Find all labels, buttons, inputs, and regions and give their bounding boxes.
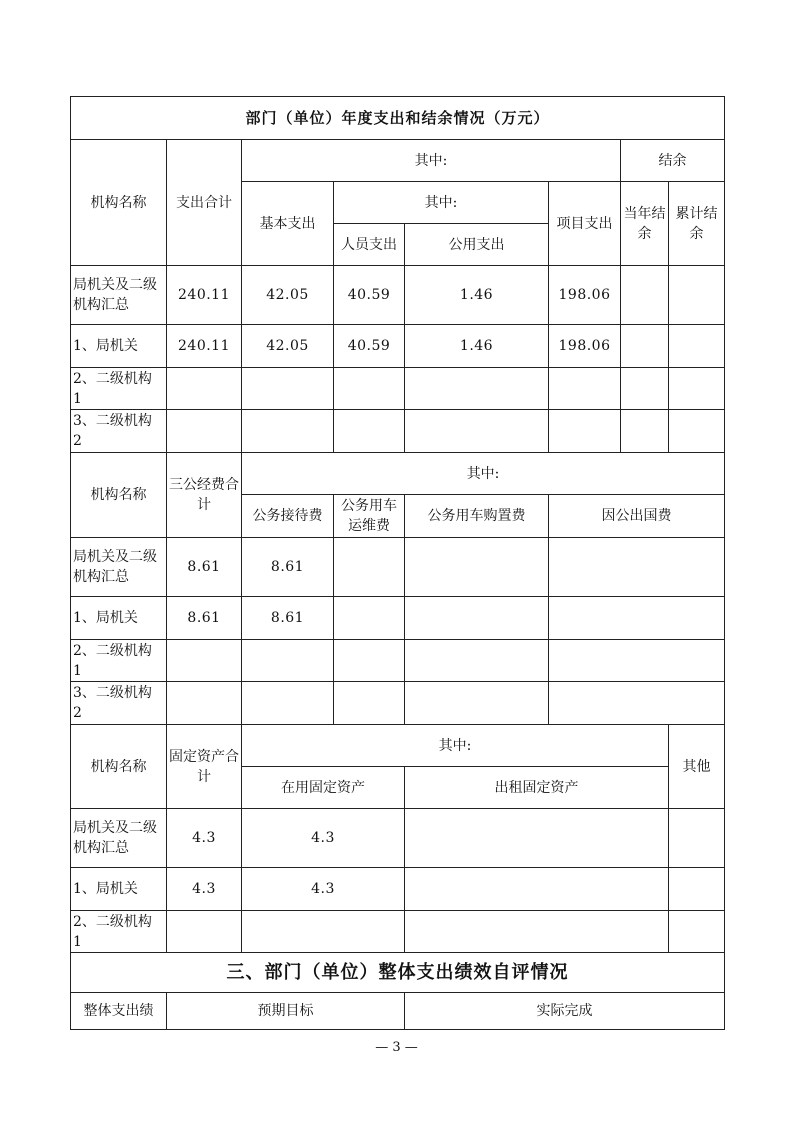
cell-total: 4.3 — [167, 868, 242, 911]
cell-total: 8.61 — [167, 597, 242, 640]
cell-personnel — [334, 410, 405, 453]
header-vehicle-operation-fee: 公务用车运维费 — [334, 495, 405, 538]
cell-cumulative-balance — [669, 325, 725, 368]
cell-vehicle-buy — [405, 682, 549, 725]
header-of-which: 其中: — [242, 140, 621, 182]
table-row — [71, 325, 725, 368]
cell-cumulative-balance — [669, 410, 725, 453]
cell-personnel: 40.59 — [334, 266, 405, 325]
cell-reception — [242, 682, 334, 725]
cell-project — [549, 410, 621, 453]
table-row — [71, 538, 725, 597]
cell-total: 4.3 — [167, 809, 242, 868]
cell-reception: 8.61 — [242, 597, 334, 640]
table-row — [71, 868, 725, 911]
header-overall-performance: 整体支出绩 — [71, 993, 167, 1030]
table-row — [71, 809, 725, 868]
section-title: 三、部门（单位）整体支出绩效自评情况 — [71, 953, 725, 993]
cell-vehicle-op — [334, 640, 405, 682]
header-org-name: 机构名称 — [71, 140, 167, 266]
header-balance: 结余 — [621, 140, 725, 182]
cell-other — [669, 911, 725, 953]
cell-leased — [405, 911, 669, 953]
cell-abroad — [549, 682, 725, 725]
cell-basic — [242, 410, 334, 453]
cell-current-balance — [621, 368, 669, 410]
row-org-name: 1、局机关 — [71, 325, 167, 368]
header-of-which: 其中: — [242, 725, 669, 767]
table-row — [71, 266, 725, 325]
header-basic-expense: 基本支出 — [242, 182, 334, 266]
document-page — [70, 96, 724, 1030]
header-total-expense: 支出合计 — [167, 140, 242, 266]
cell-public — [405, 368, 549, 410]
cell-in-use: 4.3 — [242, 868, 405, 911]
cell-total: 240.11 — [167, 266, 242, 325]
header-current-year-balance: 当年结余 — [621, 182, 669, 266]
row-org-name: 1、局机关 — [71, 868, 167, 911]
expense-table-title: 部门（单位）年度支出和结余情况（万元） — [71, 97, 725, 140]
cell-current-balance — [621, 410, 669, 453]
header-actual-completion: 实际完成 — [405, 993, 725, 1030]
cell-reception: 8.61 — [242, 538, 334, 597]
cell-personnel — [334, 368, 405, 410]
header-cumulative-balance: 累计结余 — [669, 182, 725, 266]
cell-vehicle-op — [334, 597, 405, 640]
row-org-name: 1、局机关 — [71, 597, 167, 640]
cell-public: 1.46 — [405, 266, 549, 325]
table-row — [71, 410, 725, 453]
cell-project: 198.06 — [549, 266, 621, 325]
header-reception-fee: 公务接待费 — [242, 495, 334, 538]
cell-current-balance — [621, 325, 669, 368]
header-abroad-fee: 因公出国费 — [549, 495, 725, 538]
cell-vehicle-op — [334, 538, 405, 597]
cell-public: 1.46 — [405, 325, 549, 368]
cell-abroad — [549, 597, 725, 640]
header-in-use-assets: 在用固定资产 — [242, 767, 405, 809]
header-fixed-assets-total: 固定资产合计 — [167, 725, 242, 809]
cell-abroad — [549, 640, 725, 682]
header-org-name: 机构名称 — [71, 725, 167, 809]
cell-total — [167, 640, 242, 682]
cell-total — [167, 410, 242, 453]
row-org-name: 局机关及二级机构汇总 — [71, 266, 167, 325]
cell-leased — [405, 809, 669, 868]
header-personnel-expense: 人员支出 — [334, 224, 405, 266]
cell-personnel: 40.59 — [334, 325, 405, 368]
cell-basic — [242, 368, 334, 410]
cell-total — [167, 682, 242, 725]
cell-total — [167, 911, 242, 953]
table-row — [71, 640, 725, 682]
row-org-name: 局机关及二级机构汇总 — [71, 538, 167, 597]
cell-vehicle-op — [334, 682, 405, 725]
cell-in-use: 4.3 — [242, 809, 405, 868]
row-org-name: 3、二级机构 2 — [71, 682, 167, 725]
cell-reception — [242, 640, 334, 682]
cell-vehicle-buy — [405, 640, 549, 682]
row-org-name: 2、二级机构 1 — [71, 911, 167, 953]
cell-current-balance — [621, 266, 669, 325]
cell-project — [549, 368, 621, 410]
header-public-expense: 公用支出 — [405, 224, 549, 266]
cell-other — [669, 809, 725, 868]
table-row — [71, 911, 725, 953]
row-org-name: 2、二级机构 1 — [71, 368, 167, 410]
cell-abroad — [549, 538, 725, 597]
page-number: — 3 — — [375, 1040, 418, 1055]
cell-other — [669, 868, 725, 911]
header-other: 其他 — [669, 725, 725, 809]
cell-basic: 42.05 — [242, 266, 334, 325]
header-vehicle-purchase-fee: 公务用车购置费 — [405, 495, 549, 538]
cell-vehicle-buy — [405, 597, 549, 640]
table-row — [71, 682, 725, 725]
table-row — [71, 597, 725, 640]
header-org-name: 机构名称 — [71, 453, 167, 538]
cell-in-use — [242, 911, 405, 953]
header-expected-goal: 预期目标 — [167, 993, 405, 1030]
cell-total: 240.11 — [167, 325, 242, 368]
cell-leased — [405, 868, 669, 911]
header-of-which: 其中: — [242, 453, 725, 495]
header-sangong-total: 三公经费合计 — [167, 453, 242, 538]
header-of-which-2: 其中: — [334, 182, 549, 224]
table-row — [71, 368, 725, 410]
header-leased-assets: 出租固定资产 — [405, 767, 669, 809]
cell-total — [167, 368, 242, 410]
row-org-name: 局机关及二级机构汇总 — [71, 809, 167, 868]
cell-public — [405, 410, 549, 453]
cell-project: 198.06 — [549, 325, 621, 368]
cell-vehicle-buy — [405, 538, 549, 597]
budget-table — [70, 96, 725, 1030]
cell-total: 8.61 — [167, 538, 242, 597]
cell-cumulative-balance — [669, 266, 725, 325]
header-project-expense: 项目支出 — [549, 182, 621, 266]
cell-cumulative-balance — [669, 368, 725, 410]
cell-basic: 42.05 — [242, 325, 334, 368]
row-org-name: 3、二级机构 2 — [71, 410, 167, 453]
row-org-name: 2、二级机构 1 — [71, 640, 167, 682]
